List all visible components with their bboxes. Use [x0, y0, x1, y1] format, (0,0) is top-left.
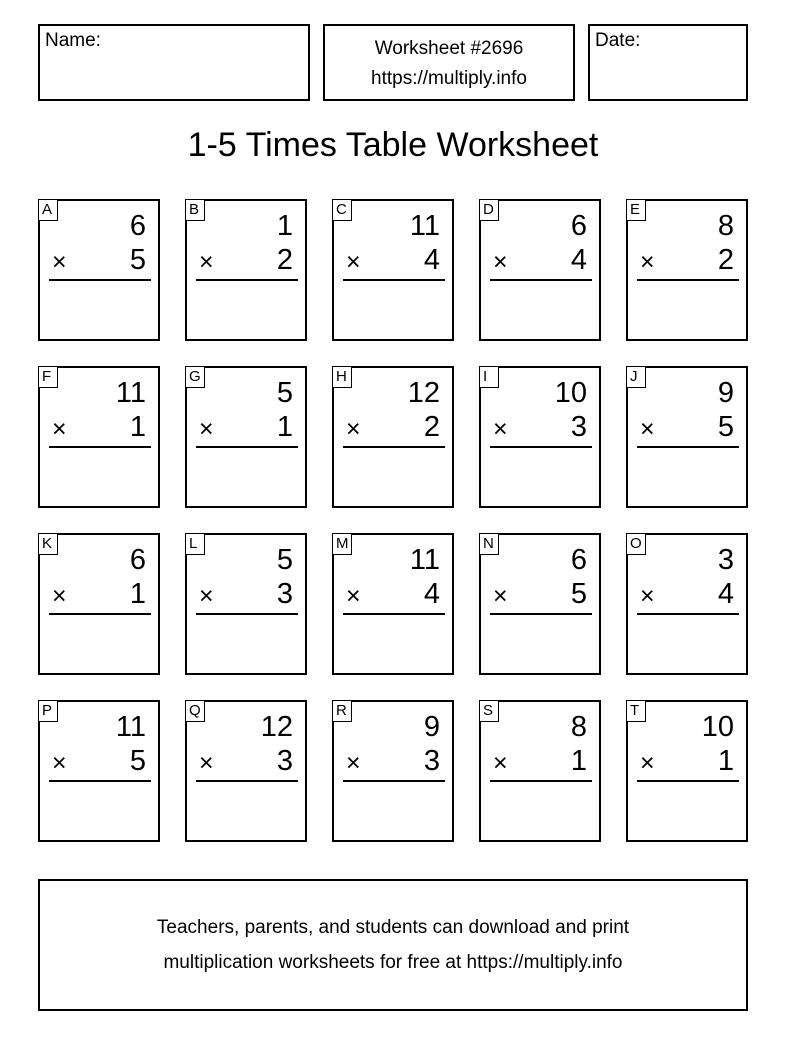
times-sign: ×: [640, 248, 655, 276]
problem-grid: [38, 199, 748, 842]
problem-card[interactable]: [479, 366, 601, 508]
multiplier: 5: [570, 578, 587, 610]
problem-letter: A: [38, 199, 58, 221]
times-sign: ×: [199, 749, 214, 777]
date-label: Date:: [595, 30, 641, 51]
problem-letter: H: [332, 366, 352, 388]
multiplicand: 6: [570, 210, 587, 242]
problem-card[interactable]: [332, 366, 454, 508]
date-box[interactable]: [588, 24, 748, 101]
problem-letter: S: [479, 700, 499, 722]
problem-card[interactable]: [185, 366, 307, 508]
problem-card[interactable]: [479, 700, 601, 842]
problem-letter: Q: [185, 700, 205, 722]
multiplier: 5: [129, 745, 146, 777]
answer-line: [637, 279, 739, 281]
times-sign: ×: [640, 582, 655, 610]
problem-letter: E: [626, 199, 646, 221]
answer-line: [343, 780, 445, 782]
times-sign: ×: [640, 415, 655, 443]
problem-card[interactable]: [38, 366, 160, 508]
problem-letter: I: [479, 366, 499, 388]
multiplier: 1: [129, 411, 146, 443]
answer-line: [343, 279, 445, 281]
answer-line: [637, 780, 739, 782]
multiplicand: 5: [276, 377, 293, 409]
multiplicand: 1: [276, 210, 293, 242]
multiplicand: 6: [570, 544, 587, 576]
answer-line: [637, 613, 739, 615]
answer-line: [49, 780, 151, 782]
multiplicand: 11: [409, 210, 440, 242]
multiplicand: 10: [701, 711, 734, 743]
multiplicand: 8: [570, 711, 587, 743]
times-sign: ×: [52, 749, 67, 777]
multiplicand: 11: [409, 544, 440, 576]
problem-card[interactable]: [332, 533, 454, 675]
times-sign: ×: [493, 248, 508, 276]
problem-letter: C: [332, 199, 352, 221]
times-sign: ×: [199, 582, 214, 610]
problem-card[interactable]: [185, 533, 307, 675]
multiplier: 1: [129, 578, 146, 610]
answer-line: [490, 279, 592, 281]
problem-card[interactable]: [626, 533, 748, 675]
multiplicand: 9: [717, 377, 734, 409]
times-sign: ×: [640, 749, 655, 777]
multiplicand: 9: [423, 711, 440, 743]
multiplier: 2: [276, 244, 293, 276]
answer-line: [343, 613, 445, 615]
answer-line: [196, 446, 298, 448]
multiplicand: 11: [115, 377, 146, 409]
footer-line-1: Teachers, parents, and students can download and print: [156, 917, 630, 938]
times-sign: ×: [493, 749, 508, 777]
problem-letter: D: [479, 199, 499, 221]
multiplier: 2: [423, 411, 440, 443]
times-sign: ×: [346, 248, 361, 276]
multiplicand: 5: [276, 544, 293, 576]
problem-card[interactable]: [185, 199, 307, 341]
problem-letter: O: [626, 533, 646, 555]
times-sign: ×: [346, 749, 361, 777]
times-sign: ×: [52, 248, 67, 276]
problem-letter: M: [332, 533, 352, 555]
answer-line: [196, 780, 298, 782]
problem-card[interactable]: [479, 199, 601, 341]
worksheet-url: https://multiply.info: [371, 68, 527, 89]
multiplier: 1: [717, 745, 734, 777]
worksheet-number: Worksheet #2696: [374, 38, 524, 59]
multiplicand: 12: [260, 711, 293, 743]
times-sign: ×: [346, 582, 361, 610]
problem-card[interactable]: [626, 700, 748, 842]
answer-line: [490, 780, 592, 782]
times-sign: ×: [493, 415, 508, 443]
multiplicand: 11: [115, 711, 146, 743]
multiplier: 3: [276, 745, 293, 777]
multiplicand: 6: [129, 210, 146, 242]
answer-line: [49, 613, 151, 615]
answer-line: [637, 446, 739, 448]
problem-card[interactable]: [38, 533, 160, 675]
worksheet-info-box: [323, 24, 575, 101]
problem-letter: L: [185, 533, 205, 555]
problem-letter: P: [38, 700, 58, 722]
answer-line: [196, 279, 298, 281]
footer-line-2: multiplication worksheets for free at https://multiply.info: [163, 952, 623, 973]
page-title: 1-5 Times Table Worksheet: [187, 126, 599, 164]
multiplicand: 8: [717, 210, 734, 242]
answer-line: [490, 613, 592, 615]
problem-letter: F: [38, 366, 58, 388]
multiplier: 4: [423, 578, 440, 610]
answer-line: [196, 613, 298, 615]
multiplier: 4: [717, 578, 734, 610]
problem-card[interactable]: [626, 366, 748, 508]
multiplier: 1: [570, 745, 587, 777]
problem-card[interactable]: [332, 700, 454, 842]
problem-letter: K: [38, 533, 58, 555]
multiplier: 3: [423, 745, 440, 777]
problem-card[interactable]: [38, 700, 160, 842]
multiplier: 3: [570, 411, 587, 443]
multiplier: 2: [717, 244, 734, 276]
multiplier: 1: [276, 411, 293, 443]
times-sign: ×: [199, 248, 214, 276]
multiplier: 5: [129, 244, 146, 276]
multiplier: 3: [276, 578, 293, 610]
problem-letter: T: [626, 700, 646, 722]
name-box[interactable]: [38, 24, 310, 101]
answer-line: [49, 446, 151, 448]
problem-letter: R: [332, 700, 352, 722]
times-sign: ×: [346, 415, 361, 443]
multiplier: 5: [717, 411, 734, 443]
problem-letter: J: [626, 366, 646, 388]
multiplier: 4: [423, 244, 440, 276]
problem-letter: G: [185, 366, 205, 388]
times-sign: ×: [52, 582, 67, 610]
problem-card[interactable]: [185, 700, 307, 842]
multiplicand: 6: [129, 544, 146, 576]
answer-line: [49, 279, 151, 281]
problem-card[interactable]: [626, 199, 748, 341]
problem-card[interactable]: [38, 199, 160, 341]
multiplicand: 10: [554, 377, 587, 409]
multiplicand: 3: [717, 544, 734, 576]
name-label: Name:: [45, 30, 101, 51]
times-sign: ×: [493, 582, 508, 610]
multiplicand: 12: [407, 377, 440, 409]
footer-box: [38, 879, 748, 1011]
multiplier: 4: [570, 244, 587, 276]
times-sign: ×: [52, 415, 67, 443]
answer-line: [343, 446, 445, 448]
problem-letter: N: [479, 533, 499, 555]
answer-line: [490, 446, 592, 448]
times-sign: ×: [199, 415, 214, 443]
problem-card[interactable]: [479, 533, 601, 675]
problem-card[interactable]: [332, 199, 454, 341]
problem-letter: B: [185, 199, 205, 221]
